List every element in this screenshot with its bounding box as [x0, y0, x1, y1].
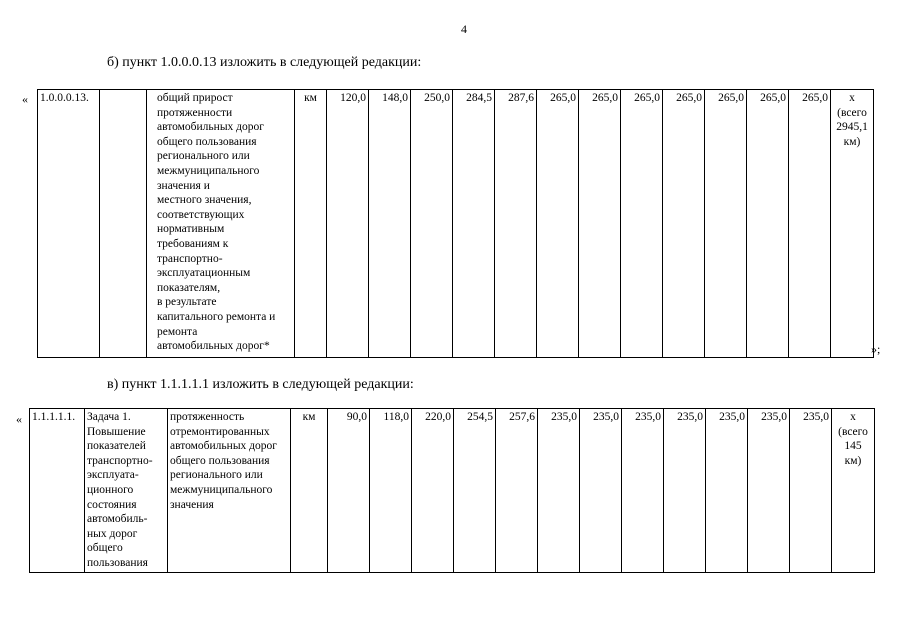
- value-cell: 148,0: [369, 90, 411, 358]
- value-cell: 235,0: [622, 409, 664, 573]
- indicator-cell: протяженность отремонтированных автомобильных дорог общего пользования регионального или межмуниципального значения: [168, 409, 291, 573]
- value-cell: 287,6: [495, 90, 537, 358]
- value-cell: 235,0: [748, 409, 790, 573]
- section-b-open-quote: «: [22, 92, 28, 106]
- value-cell: 250,0: [411, 90, 453, 358]
- indicator-cell: общий прирост протяженности автомобильных дорог общего пользования регионального или межмуниципального значения и местного значения, соответствующих нормативным требованиям к транспортно- эксплуатационным показателям, в результате капитального ремонта и ремонта автомобильных дорог*: [147, 90, 295, 358]
- code-cell: 1.1.1.1.1.: [30, 409, 85, 573]
- value-cell: 235,0: [538, 409, 580, 573]
- value-cell: 265,0: [747, 90, 789, 358]
- value-cell: 235,0: [706, 409, 748, 573]
- total-cell: х (всего 2945,1 км): [831, 90, 874, 358]
- unit-cell: км: [295, 90, 327, 358]
- section-b-close-quote: »;: [871, 342, 881, 356]
- value-cell: 118,0: [370, 409, 412, 573]
- value-cell: 265,0: [705, 90, 747, 358]
- table-row: [38, 90, 874, 358]
- value-cell: 235,0: [664, 409, 706, 573]
- section-v-heading: в) пункт 1.1.1.1.1 изложить в следующей редакции:: [107, 377, 414, 392]
- value-cell: 284,5: [453, 90, 495, 358]
- page-number: 4: [461, 22, 467, 36]
- value-cell: 265,0: [537, 90, 579, 358]
- value-cell: 90,0: [328, 409, 370, 573]
- value-cell: 265,0: [789, 90, 831, 358]
- code-cell: 1.0.0.0.13.: [38, 90, 100, 358]
- value-cell: 265,0: [579, 90, 621, 358]
- value-cell: 120,0: [327, 90, 369, 358]
- unit-cell: км: [291, 409, 328, 573]
- value-cell: 235,0: [790, 409, 832, 573]
- value-cell: 265,0: [621, 90, 663, 358]
- value-cell: 235,0: [580, 409, 622, 573]
- section-b-table: [37, 89, 874, 358]
- value-cell: 257,6: [496, 409, 538, 573]
- task-cell: [100, 90, 147, 358]
- table-row: [30, 409, 875, 573]
- value-cell: 220,0: [412, 409, 454, 573]
- value-cell: 265,0: [663, 90, 705, 358]
- total-cell: х (всего 145 км): [832, 409, 875, 573]
- value-cell: 254,5: [454, 409, 496, 573]
- task-cell: Задача 1. Повышение показателей транспортно- эксплуата- ционного состояния автомобиль- ных дорог общего пользования: [85, 409, 168, 573]
- section-b-heading: б) пункт 1.0.0.0.13 изложить в следующей редакции:: [107, 55, 422, 70]
- section-v-table: [29, 408, 875, 573]
- section-v-open-quote: «: [16, 412, 22, 426]
